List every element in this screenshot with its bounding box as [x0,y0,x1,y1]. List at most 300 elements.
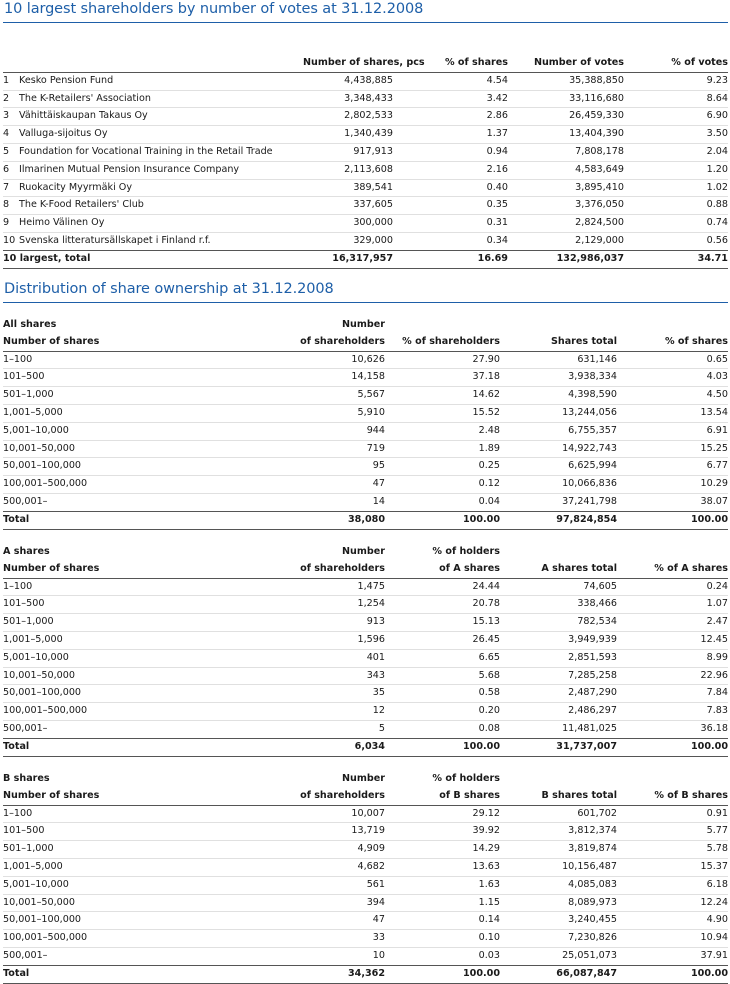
column-header: % of shares [393,55,508,72]
table-cell: 15.13 [385,614,500,632]
range-cell: 500,001– [3,495,48,507]
table-cell: 3,949,939 [500,631,617,649]
range-cell: 50,001–100,000 [3,458,163,476]
table-cell: 10,066,836 [500,476,617,494]
table-cell: 0.03 [478,949,500,961]
table-cell: 12.45 [617,631,728,649]
column-header: Number of shares [3,561,163,578]
table-row [3,215,728,233]
table-cell: 5,910 [163,404,385,422]
table-cell: 6,755,357 [500,422,617,440]
column-header: of A shares [385,561,500,578]
table-cell: 10,626 [163,351,385,369]
column-header [3,55,303,72]
table-cell: 10,007 [163,805,385,823]
table-cell: 33,116,680 [508,90,624,108]
rank-cell: 3 [3,108,19,126]
table-cell: 4,438,885 [303,72,393,90]
total-cell: 6,034 [163,738,385,756]
table-cell: 8,089,973 [500,894,617,912]
table-row [3,858,728,876]
range-cell: 100,001–500,000 [3,703,163,721]
table-cell: 2,113,608 [303,161,393,179]
table-row [3,930,728,948]
rank-cell: 10 [3,234,16,246]
table-cell: 3,812,374 [500,823,617,841]
table-cell: 0.12 [385,476,500,494]
table-cell: 39.92 [385,823,500,841]
range-cell: 1–100 [3,351,163,369]
table-cell: 37.91 [700,949,728,961]
table-cell: 13,404,390 [508,126,624,144]
table-row [3,876,728,894]
range-cell: 1–100 [3,578,163,596]
rank-cell: 6 [3,161,19,179]
table-cell: 1,340,439 [303,126,393,144]
column-header: of shareholders [163,334,385,351]
table-row [3,805,728,823]
table-row [3,369,728,387]
table-cell: 36.18 [700,722,728,734]
table-row [3,387,728,405]
table-cell: 6,625,994 [500,458,617,476]
table-cell: 29.12 [385,805,500,823]
table-row [3,947,728,965]
table-header-row [3,544,728,561]
table-cell: 14.29 [385,841,500,859]
table-row [3,685,728,703]
table-cell: 24.44 [385,578,500,596]
table-cell: 6.65 [385,649,500,667]
table-cell: 4,398,590 [500,387,617,405]
column-header [617,771,728,788]
table-cell: 25,051,073 [562,949,617,961]
table-cell: 4,583,649 [508,161,624,179]
column-header: % of shares [617,334,728,351]
table-row [3,894,728,912]
column-header: All shares [3,319,57,330]
column-header: B shares [3,773,50,784]
table-cell: 3.50 [624,126,728,144]
column-header: % of holders [432,546,500,557]
table-cell: 6.91 [617,422,728,440]
rank-cell: 4 [3,126,19,144]
table-cell: 15.37 [617,858,728,876]
shareholder-name: Ilmarinen Mutual Pension Insurance Company [19,161,303,179]
table-row [3,614,728,632]
table-cell: 14 [372,495,385,507]
range-cell: 1,001–5,000 [3,404,163,422]
table-cell: 2,487,290 [500,685,617,703]
total-cell: 100.00 [385,965,500,983]
total-cell: 16.69 [393,250,508,268]
table-row [3,72,728,90]
table-row [3,476,728,494]
column-header: % of A shares [617,561,728,578]
column-header: A shares total [500,561,617,578]
table-cell: 631,146 [500,351,617,369]
table-cell: 1.07 [617,596,728,614]
table-row [3,108,728,126]
table-cell: 0.91 [617,805,728,823]
table-cell: 14.62 [385,387,500,405]
range-cell: 5,001–10,000 [3,422,163,440]
total-cell: 100.00 [617,511,728,529]
table-cell: 4.50 [617,387,728,405]
table-cell: 14,158 [163,369,385,387]
shareholder-name: The K-Retailers' Association [19,90,303,108]
table-cell: 0.08 [478,722,500,734]
table-cell: 13,244,056 [500,404,617,422]
table-row [3,823,728,841]
table-row [3,179,728,197]
table-cell: 47 [163,912,385,930]
range-cell: 10,001–50,000 [3,667,163,685]
table-cell: 1.89 [385,440,500,458]
table-cell: 2.48 [385,422,500,440]
range-cell: 501–1,000 [3,387,163,405]
table-header-row [3,771,728,788]
table-cell: 38.07 [700,495,728,507]
table-cell: 13.54 [617,404,728,422]
range-cell: 500,001– [3,949,48,961]
table-cell: 26.45 [385,631,500,649]
table-cell: 1.15 [385,894,500,912]
total-label: Total [3,965,163,983]
total-cell: 34.71 [624,250,728,268]
all-shares-table [3,317,728,530]
total-cell: 31,737,007 [500,738,617,756]
total-row [3,965,728,983]
table-cell: 3,938,334 [500,369,617,387]
table-cell: 33 [163,930,385,948]
range-cell: 101–500 [3,823,163,841]
column-header [617,317,728,334]
table-cell: 5 [378,722,385,734]
shareholder-name: Heimo Välinen Oy [19,215,303,233]
largest-shareholders-table [3,55,728,269]
table-cell: 394 [163,894,385,912]
range-cell: 10,001–50,000 [3,894,163,912]
rank-cell: 9 [3,215,19,233]
table-cell: 7.84 [617,685,728,703]
table-cell: 3,895,410 [508,179,624,197]
table-cell: 0.14 [385,912,500,930]
total-cell: 38,080 [163,511,385,529]
table-cell: 0.40 [393,179,508,197]
rank-cell: 7 [3,179,19,197]
column-header: Number of shares, pcs [303,55,393,72]
table-cell: 2,486,297 [500,703,617,721]
table-cell: 601,702 [500,805,617,823]
table-cell: 782,534 [500,614,617,632]
largest-shareholders-title: 10 largest shareholders by number of votes at 31.12.2008 [4,1,424,17]
column-header: B shares total [500,788,617,805]
total-cell: 100.00 [385,738,500,756]
table-cell: 1,475 [163,578,385,596]
a-shares-table [3,544,728,757]
rank-cell: 8 [3,197,19,215]
column-header: Number of shares [3,334,163,351]
range-cell: 501–1,000 [3,614,163,632]
table-cell: 13.63 [385,858,500,876]
table-cell: 0.94 [393,143,508,161]
range-cell: 1,001–5,000 [3,858,163,876]
table-cell: 37,241,798 [562,495,617,507]
table-cell: 14,922,743 [500,440,617,458]
table-header-row [3,334,728,351]
table-cell: 74,605 [500,578,617,596]
total-row [3,738,728,756]
column-header: Number [342,319,385,330]
column-header [500,544,617,561]
table-cell: 4.90 [617,912,728,930]
table-cell: 2.86 [393,108,508,126]
table-cell: 2,802,533 [303,108,393,126]
range-cell: 50,001–100,000 [3,912,163,930]
shareholder-name: Svenska litteratursällskapet i Finland r.f. [19,234,211,246]
table-row [3,667,728,685]
table-cell: 15.52 [385,404,500,422]
total-cell: 100.00 [617,738,728,756]
total-row [3,250,728,268]
range-cell: 1–100 [3,805,163,823]
range-cell: 500,001– [3,722,48,734]
column-header: Number [342,773,385,784]
table-cell: 719 [163,440,385,458]
range-cell: 101–500 [3,369,163,387]
table-cell: 35 [163,685,385,703]
table-cell: 10.29 [617,476,728,494]
table-cell: 27.90 [385,351,500,369]
table-cell: 2.04 [624,143,728,161]
column-header [617,544,728,561]
table-cell: 917,913 [303,143,393,161]
table-cell: 1.63 [385,876,500,894]
rank-cell: 1 [3,72,19,90]
table-cell: 9.23 [624,72,728,90]
table-cell: 5.68 [385,667,500,685]
table-cell: 1,596 [163,631,385,649]
column-header [385,317,500,334]
table-cell: 37.18 [385,369,500,387]
table-cell: 401 [163,649,385,667]
table-cell: 0.20 [385,703,500,721]
table-row [3,404,728,422]
table-cell: 5,567 [163,387,385,405]
range-cell: 100,001–500,000 [3,930,163,948]
table-cell: 3,819,874 [500,841,617,859]
table-cell: 4.03 [617,369,728,387]
total-cell: 34,362 [163,965,385,983]
table-cell: 10.94 [617,930,728,948]
table-cell: 15.25 [617,440,728,458]
table-row [3,440,728,458]
table-cell: 0.56 [706,234,728,246]
table-cell: 12.24 [617,894,728,912]
total-cell: 100.00 [617,965,728,983]
table-row [3,631,728,649]
table-cell: 0.10 [385,930,500,948]
range-cell: 100,001–500,000 [3,476,163,494]
table-cell: 2.16 [393,161,508,179]
range-cell: 101–500 [3,596,163,614]
table-cell: 4,085,083 [500,876,617,894]
table-cell: 7.83 [617,703,728,721]
table-row [3,649,728,667]
table-cell: 6.18 [617,876,728,894]
table-row [3,578,728,596]
shareholder-name: Ruokacity Myyrmäki Oy [19,179,303,197]
table-cell: 0.04 [478,495,500,507]
column-header [500,317,617,334]
title-rule [3,302,728,303]
table-cell: 7,808,178 [508,143,624,161]
column-header: % of holders [432,773,500,784]
table-cell: 2,824,500 [508,215,624,233]
table-cell: 389,541 [303,179,393,197]
table-cell: 5.77 [617,823,728,841]
table-cell: 300,000 [303,215,393,233]
table-row [3,197,728,215]
table-cell: 26,459,330 [508,108,624,126]
table-cell: 0.35 [393,197,508,215]
table-cell: 4,682 [163,858,385,876]
table-row [3,232,728,250]
table-row [3,912,728,930]
table-cell: 3,376,050 [508,197,624,215]
table-cell: 10,156,487 [500,858,617,876]
column-header: of shareholders [163,788,385,805]
total-cell: 66,087,847 [500,965,617,983]
range-cell: 5,001–10,000 [3,876,163,894]
table-cell: 20.78 [385,596,500,614]
column-header: Number of shares [3,788,163,805]
table-cell: 1.20 [624,161,728,179]
range-cell: 1,001–5,000 [3,631,163,649]
table-cell: 0.74 [624,215,728,233]
table-cell: 7,230,826 [500,930,617,948]
shareholder-name: The K-Food Retailers' Club [19,197,303,215]
table-cell: 338,466 [500,596,617,614]
column-header: A shares [3,546,50,557]
column-header: Number [342,546,385,557]
table-cell: 3,348,433 [303,90,393,108]
column-header: of B shares [385,788,500,805]
table-cell: 47 [163,476,385,494]
table-row [3,90,728,108]
range-cell: 5,001–10,000 [3,649,163,667]
column-header: Shares total [500,334,617,351]
table-cell: 0.65 [617,351,728,369]
table-cell: 7,285,258 [500,667,617,685]
shareholder-name: Foundation for Vocational Training in the Retail Trade [19,143,303,161]
total-cell: 16,317,957 [303,250,393,268]
table-cell: 10 [372,949,385,961]
table-cell: 0.25 [385,458,500,476]
shareholder-name: Kesko Pension Fund [19,72,303,90]
table-cell: 329,000 [353,234,393,246]
table-cell: 2,129,000 [575,234,624,246]
table-row [3,458,728,476]
table-row [3,493,728,511]
table-header-row [3,788,728,805]
table-cell: 1.02 [624,179,728,197]
table-cell: 3,240,455 [500,912,617,930]
column-header: % of B shares [617,788,728,805]
total-label: 10 largest, total [3,250,303,268]
table-row [3,422,728,440]
table-cell: 5.78 [617,841,728,859]
distribution-title: Distribution of share ownership at 31.12.2008 [4,281,334,297]
table-cell: 22.96 [617,667,728,685]
table-row [3,596,728,614]
table-cell: 35,388,850 [508,72,624,90]
total-cell: 100.00 [385,511,500,529]
shareholder-name: Vähittäiskaupan Takaus Oy [19,108,303,126]
b-shares-table [3,771,728,984]
table-cell: 6.77 [617,458,728,476]
table-cell: 8.64 [624,90,728,108]
total-label: Total [3,738,163,756]
column-header [500,771,617,788]
column-header: % of shareholders [385,334,500,351]
table-row [3,161,728,179]
range-cell: 50,001–100,000 [3,685,163,703]
table-row [3,841,728,859]
table-row [3,126,728,144]
table-header-row [3,317,728,334]
column-header: % of votes [624,55,728,72]
total-cell: 97,824,854 [500,511,617,529]
column-header: Number of votes [508,55,624,72]
table-row [3,703,728,721]
table-cell: 2.47 [617,614,728,632]
table-cell: 337,605 [303,197,393,215]
table-header-row [3,561,728,578]
total-cell: 132,986,037 [508,250,624,268]
table-row [3,351,728,369]
table-header-row [3,55,728,72]
table-cell: 4.54 [393,72,508,90]
table-cell: 1,254 [163,596,385,614]
table-cell: 13,719 [163,823,385,841]
range-cell: 10,001–50,000 [3,440,163,458]
table-cell: 0.24 [617,578,728,596]
table-cell: 0.34 [486,234,508,246]
table-cell: 3.42 [393,90,508,108]
table-cell: 12 [163,703,385,721]
shareholder-name: Valluga-sijoitus Oy [19,126,303,144]
table-cell: 1.37 [393,126,508,144]
title-rule [3,22,728,23]
column-header: of shareholders [163,561,385,578]
total-row [3,511,728,529]
total-label: Total [3,511,163,529]
table-cell: 0.88 [624,197,728,215]
table-cell: 0.31 [393,215,508,233]
table-cell: 2,851,593 [500,649,617,667]
table-cell: 0.58 [385,685,500,703]
rank-cell: 5 [3,143,19,161]
table-row [3,720,728,738]
table-cell: 95 [163,458,385,476]
table-cell: 913 [163,614,385,632]
table-row [3,143,728,161]
table-cell: 11,481,025 [562,722,617,734]
table-cell: 4,909 [163,841,385,859]
table-cell: 944 [163,422,385,440]
